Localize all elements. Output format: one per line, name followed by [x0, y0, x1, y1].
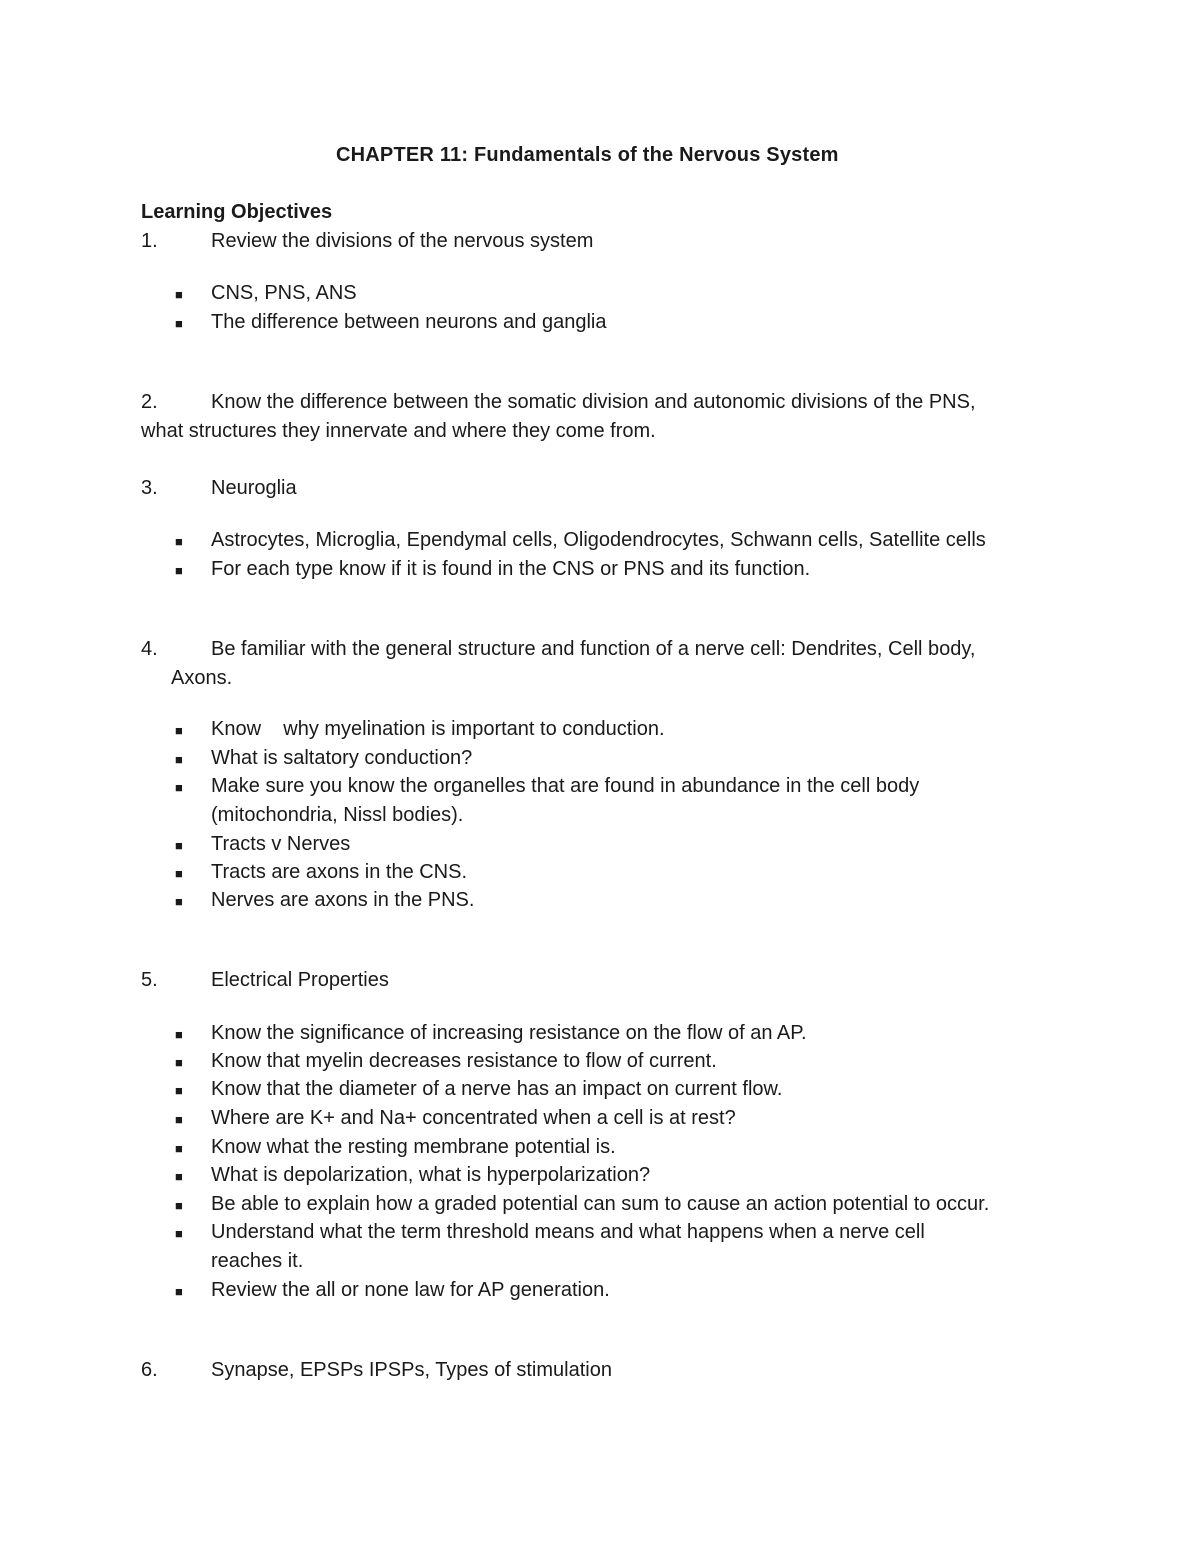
section-number: 6.	[141, 1359, 158, 1381]
section-text: Neuroglia	[211, 477, 297, 499]
bullet-text: Know what the resting membrane potential is.	[211, 1136, 616, 1158]
bullet-marker: ■	[175, 1083, 183, 1098]
section-text: Synapse, EPSPs IPSPs, Types of stimulation	[211, 1359, 612, 1381]
section-number: 1.	[141, 230, 158, 252]
bullet-marker: ■	[175, 1141, 183, 1156]
document-title: CHAPTER 11: Fundamentals of the Nervous System	[336, 144, 839, 166]
bullet-marker: ■	[175, 563, 183, 578]
section-text: Electrical Properties	[211, 969, 389, 991]
bullet-text: Review the all or none law for AP generation.	[211, 1279, 610, 1301]
bullet-marker: ■	[175, 838, 183, 853]
bullet-text: Understand what the term threshold means and what happens when a nerve cell	[211, 1221, 925, 1243]
bullet-marker: ■	[175, 287, 183, 302]
learning-objectives-heading: Learning Objectives	[141, 201, 333, 223]
bullet-marker: ■	[175, 752, 183, 767]
bullet-text: Know why myelination is important to conduction.	[211, 718, 665, 740]
bullet-marker: ■	[175, 1169, 183, 1184]
bullet-text: Know that the diameter of a nerve has an impact on current flow.	[211, 1078, 783, 1100]
bullet-marker: ■	[175, 534, 183, 549]
bullet-text-continuation: (mitochondria, Nissl bodies).	[211, 804, 464, 826]
bullet-marker: ■	[175, 1055, 183, 1070]
bullet-marker: ■	[175, 723, 183, 738]
section-text: Know the difference between the somatic division and autonomic divisions of the PNS,	[211, 391, 976, 413]
section-number: 4.	[141, 638, 158, 660]
bullet-text: What is depolarization, what is hyperpolarization?	[211, 1164, 651, 1186]
bullet-text: Where are K+ and Na+ concentrated when a cell is at rest?	[211, 1107, 736, 1129]
section-text: Be familiar with the general structure and function of a nerve cell: Dendrites, Cell body,	[211, 638, 976, 660]
section-text-continuation: Axons.	[171, 667, 233, 689]
section-text-continuation: what structures they innervate and where they come from.	[141, 420, 656, 442]
bullet-marker: ■	[175, 894, 183, 909]
bullet-marker: ■	[175, 1112, 183, 1127]
section-number: 2.	[141, 391, 158, 413]
bullet-text: What is saltatory conduction?	[211, 747, 473, 769]
bullet-text: Nerves are axons in the PNS.	[211, 889, 475, 911]
bullet-text: Tracts are axons in the CNS.	[211, 861, 468, 883]
bullet-text-continuation: reaches it.	[211, 1250, 304, 1272]
bullet-marker: ■	[175, 316, 183, 331]
bullet-marker: ■	[175, 1284, 183, 1299]
bullet-text: Know the significance of increasing resistance on the flow of an AP.	[211, 1022, 807, 1044]
bullet-text: Make sure you know the organelles that are found in abundance in the cell body	[211, 775, 920, 797]
bullet-text: Be able to explain how a graded potential can sum to cause an action potential to occur.	[211, 1193, 990, 1215]
bullet-marker: ■	[175, 1027, 183, 1042]
bullet-marker: ■	[175, 866, 183, 881]
bullet-text: Tracts v Nerves	[211, 833, 351, 855]
bullet-text: Know that myelin decreases resistance to flow of current.	[211, 1050, 717, 1072]
section-text: Review the divisions of the nervous system	[211, 230, 594, 252]
bullet-text: Astrocytes, Microglia, Ependymal cells, Oligodendrocytes, Schwann cells, Satellite cells	[211, 529, 986, 551]
section-number: 3.	[141, 477, 158, 499]
bullet-marker: ■	[175, 780, 183, 795]
section-number: 5.	[141, 969, 158, 991]
bullet-text: The difference between neurons and ganglia	[211, 311, 607, 333]
bullet-text: For each type know if it is found in the CNS or PNS and its function.	[211, 558, 811, 580]
bullet-text: CNS, PNS, ANS	[211, 282, 357, 304]
bullet-marker: ■	[175, 1198, 183, 1213]
bullet-marker: ■	[175, 1226, 183, 1241]
